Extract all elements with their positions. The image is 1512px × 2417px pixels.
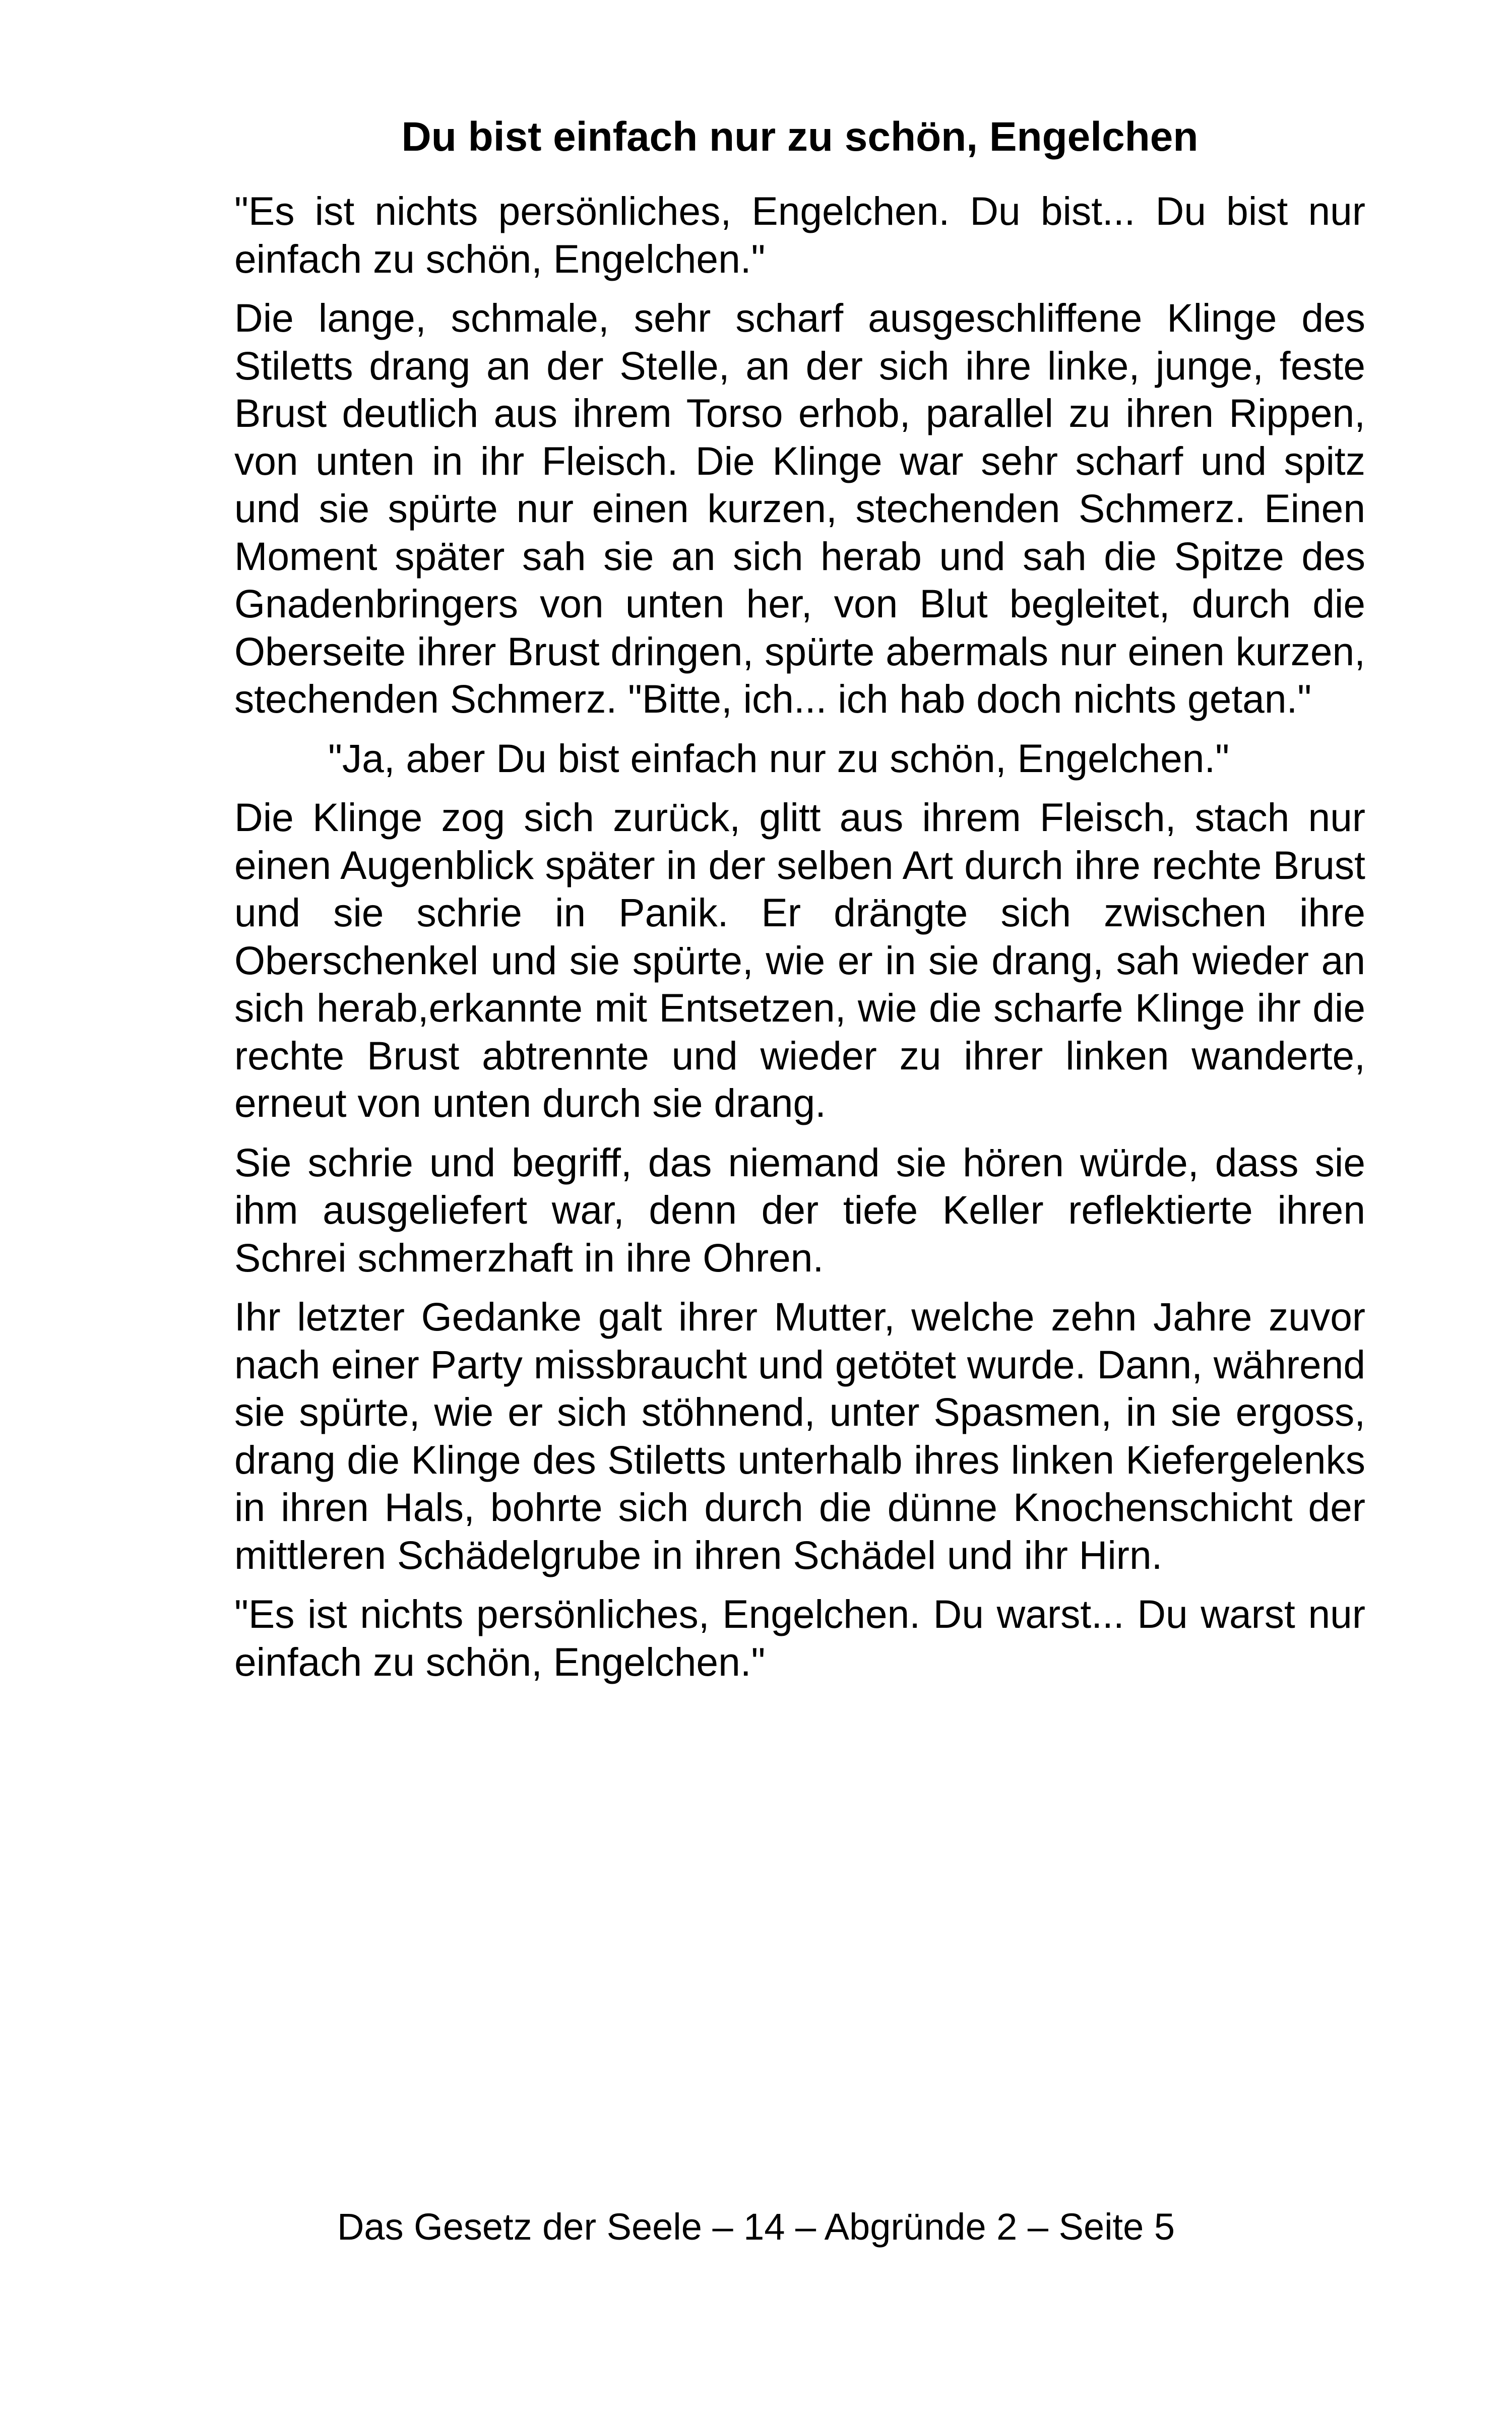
- paragraph-1: "Es ist nichts persönliches, Engelchen. Du bist... Du bist nur einfach zu schön, Engelchen.": [234, 189, 1365, 281]
- paragraph-4: Die Klinge zog sich zurück, glitt aus ihrem Fleisch, stach nur einen Augenblick später in der selben Art durch ihre rechte Brust und sie schrie in Panik. Er drängte sich zwischen ihre Oberschenkel und sie spürte, wie er in sie drang, sah wieder an sich herab,erkannte mit Entsetzen, wie die scharfe Klinge ihr die rechte Brust abtrennte und wieder zu ihrer linken wanderte, erneut von unten durch sie drang.: [234, 795, 1365, 1125]
- page-footer: Das Gesetz der Seele – 14 – Abgründe 2 – Seite 5: [337, 2206, 1175, 2248]
- paragraph-6: Ihr letzter Gedanke galt ihrer Mutter, welche zehn Jahre zuvor nach einer Party missbraucht und getötet wurde. Dann, während sie spürte, wie er sich stöhnend, unter Spasmen, in sie ergoss, drang die Klinge des Stiletts unterhalb ihres linken Kiefergelenks in ihren Hals, bohrte sich durch die dünne Knochenschicht der mittleren Schädelgrube in ihren Schädel und ihr Hirn.: [234, 1295, 1365, 1577]
- paragraph-2: Die lange, schmale, sehr scharf ausgeschliffene Klinge des Stiletts drang an der Stelle, an der sich ihre linke, junge, feste Brust deutlich aus ihrem Torso erhob, parallel zu ihren Rippen, von unten in ihr Fleisch. Die Klinge war sehr scharf und spitz und sie spürte nur einen kurzen, stechenden Schmerz. Einen Moment später sah sie an sich herab und sah die Spitze des Gnadenbringers von unten her, von Blut begleitet, durch die Oberseite ihrer Brust dringen, spürte abermals nur einen kurzen, stechenden Schmerz. "Bitte, ich... ich hab doch nichts getan.": [234, 296, 1365, 721]
- paragraph-7: "Es ist nichts persönliches, Engelchen. Du warst... Du warst nur einfach zu schön, Engelchen.": [234, 1592, 1365, 1684]
- paragraph-3: "Ja, aber Du bist einfach nur zu schön, Engelchen.": [328, 736, 1230, 781]
- paragraph-5: Sie schrie und begriff, das niemand sie hören würde, dass sie ihm ausgeliefert war, denn der tiefe Keller reflektierte ihren Schrei schmerzhaft in ihre Ohren.: [234, 1140, 1365, 1280]
- body-text: [234, 187, 1365, 1697]
- chapter-title: Du bist einfach nur zu schön, Engelchen: [401, 114, 1199, 160]
